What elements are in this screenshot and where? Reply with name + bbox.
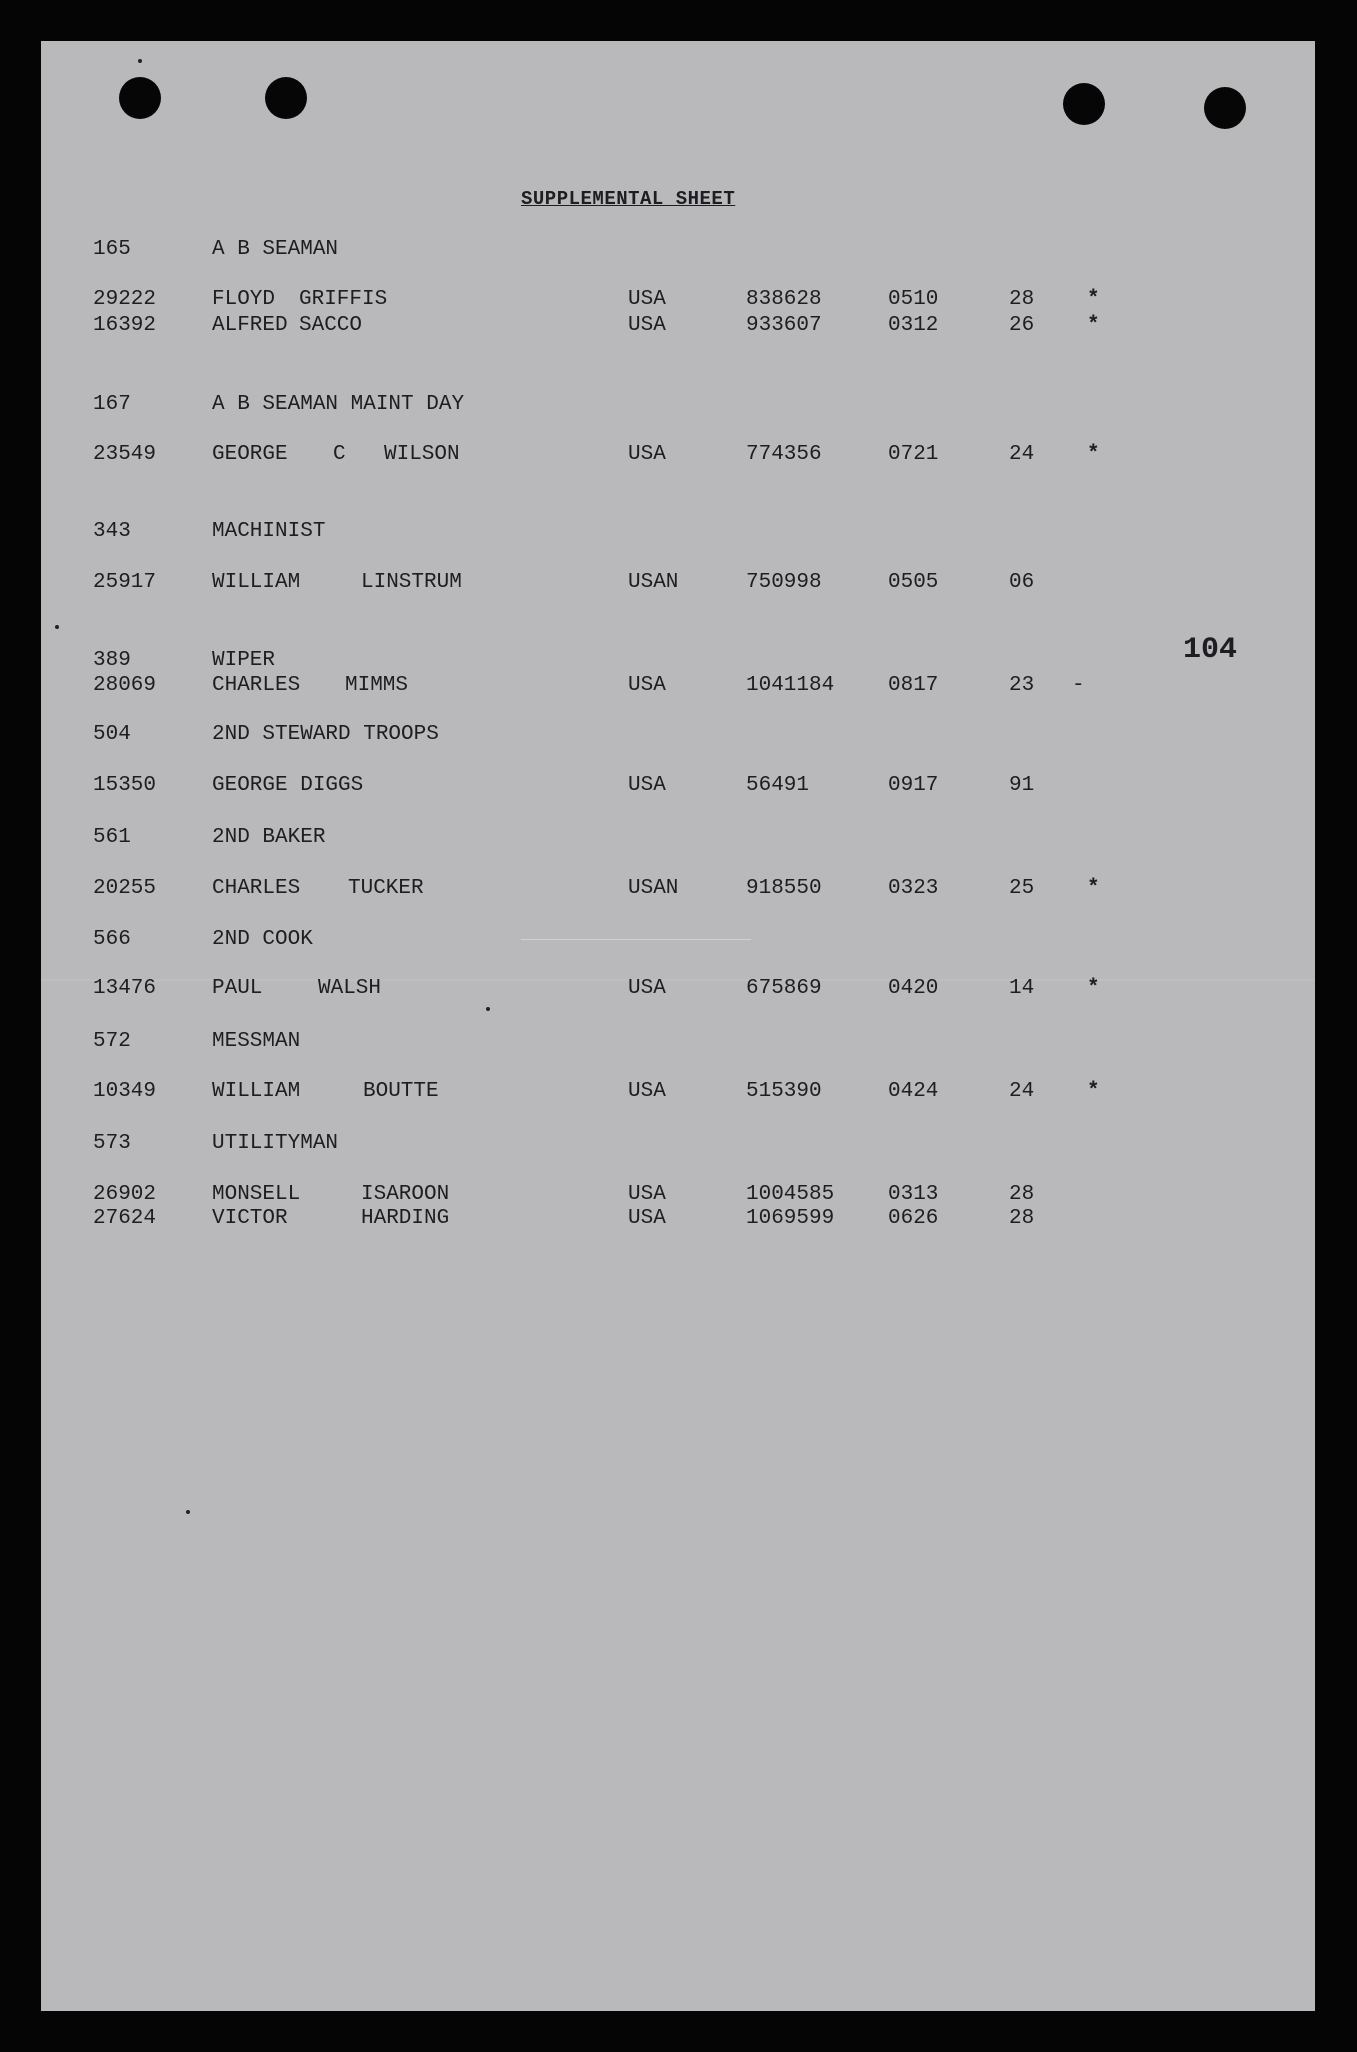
speck (186, 1510, 190, 1514)
age: 23 (1009, 674, 1035, 697)
id-number: 933607 (746, 314, 822, 337)
mark: * (1087, 314, 1100, 337)
section-code: 573 (93, 1132, 131, 1155)
first-name: FLOYD (212, 288, 276, 311)
section-code: 165 (93, 238, 131, 261)
section-category: A B SEAMAN (212, 238, 339, 261)
last-name: LINSTRUM (361, 571, 462, 594)
section-category: MESSMAN (212, 1030, 301, 1053)
first-name: WILLIAM (212, 1080, 301, 1103)
id-number: 838628 (746, 288, 822, 311)
date-code: 0420 (888, 977, 939, 1000)
crew-number: 20255 (93, 877, 157, 900)
section-code: 343 (93, 520, 131, 543)
table-row (41, 443, 1315, 469)
last-name: WILSON (384, 443, 460, 466)
citizenship: USA (628, 1183, 666, 1206)
date-code: 0626 (888, 1207, 939, 1230)
age: 24 (1009, 443, 1035, 466)
crew-number: 29222 (93, 288, 157, 311)
last-name: HARDING (361, 1207, 450, 1230)
id-number: 918550 (746, 877, 822, 900)
punch-hole (1063, 83, 1105, 125)
first-name: ALFRED (212, 314, 288, 337)
citizenship: USA (628, 674, 666, 697)
section-code: 566 (93, 928, 131, 951)
first-name: GEORGE (212, 443, 288, 466)
citizenship: USA (628, 443, 666, 466)
last-name: WALSH (318, 977, 382, 1000)
section-header (41, 1030, 1315, 1056)
citizenship: USA (628, 1080, 666, 1103)
crew-number: 13476 (93, 977, 157, 1000)
section-category: 2ND BAKER (212, 826, 326, 849)
section-header (41, 1132, 1315, 1158)
full-name: GEORGE DIGGS (212, 774, 364, 797)
age: 25 (1009, 877, 1035, 900)
mark: * (1087, 1080, 1100, 1103)
first-name: CHARLES (212, 674, 301, 697)
section-header (41, 723, 1315, 749)
mark: * (1087, 443, 1100, 466)
first-name: CHARLES (212, 877, 301, 900)
section-header (41, 928, 1315, 954)
date-code: 0917 (888, 774, 939, 797)
age: 91 (1009, 774, 1035, 797)
section-category: 2ND STEWARD TROOPS (212, 723, 439, 746)
age: 28 (1009, 288, 1035, 311)
section-code: 389 (93, 649, 131, 672)
speck (55, 625, 59, 629)
age: 28 (1009, 1183, 1035, 1206)
last-name: GRIFFIS (299, 288, 388, 311)
table-row (41, 571, 1315, 597)
section-code: 504 (93, 723, 131, 746)
last-name: BOUTTE (363, 1080, 439, 1103)
section-category: UTILITYMAN (212, 1132, 339, 1155)
section-code: 167 (93, 393, 131, 416)
citizenship: USA (628, 314, 666, 337)
section-category: 2ND COOK (212, 928, 313, 951)
section-header (41, 520, 1315, 546)
age: 24 (1009, 1080, 1035, 1103)
mark: * (1087, 877, 1100, 900)
mark: * (1087, 977, 1100, 1000)
table-row (41, 314, 1315, 340)
id-number: 774356 (746, 443, 822, 466)
table-row (41, 674, 1315, 700)
first-name: WILLIAM (212, 571, 301, 594)
citizenship: USA (628, 1207, 666, 1230)
crew-number: 27624 (93, 1207, 157, 1230)
section-code: 572 (93, 1030, 131, 1053)
first-name: MONSELL (212, 1183, 301, 1206)
id-number: 515390 (746, 1080, 822, 1103)
age: 06 (1009, 571, 1035, 594)
age: 14 (1009, 977, 1035, 1000)
table-row (41, 1207, 1315, 1233)
section-category: MACHINIST (212, 520, 326, 543)
age: 28 (1009, 1207, 1035, 1230)
speck (486, 1007, 490, 1011)
crew-number: 25917 (93, 571, 157, 594)
punch-hole (265, 77, 307, 119)
id-number: 56491 (746, 774, 810, 797)
date-code: 0510 (888, 288, 939, 311)
document-sheet (41, 41, 1315, 2011)
crew-number: 10349 (93, 1080, 157, 1103)
mark: - (1072, 674, 1085, 697)
section-category: WIPER (212, 649, 276, 672)
citizenship: USA (628, 288, 666, 311)
citizenship: USA (628, 774, 666, 797)
crew-number: 23549 (93, 443, 157, 466)
section-header (41, 393, 1315, 419)
id-number: 1069599 (746, 1207, 835, 1230)
crew-number: 15350 (93, 774, 157, 797)
citizenship: USA (628, 977, 666, 1000)
table-row (41, 774, 1315, 800)
age: 26 (1009, 314, 1035, 337)
table-row (41, 1080, 1315, 1106)
id-number: 750998 (746, 571, 822, 594)
date-code: 0424 (888, 1080, 939, 1103)
section-category: A B SEAMAN MAINT DAY (212, 393, 465, 416)
date-code: 0313 (888, 1183, 939, 1206)
crew-number: 26902 (93, 1183, 157, 1206)
id-number: 675869 (746, 977, 822, 1000)
id-number: 1004585 (746, 1183, 835, 1206)
crew-number: 16392 (93, 314, 157, 337)
date-code: 0817 (888, 674, 939, 697)
section-code: 561 (93, 826, 131, 849)
last-name: SACCO (299, 314, 363, 337)
first-name: PAUL (212, 977, 263, 1000)
date-code: 0721 (888, 443, 939, 466)
section-header (41, 826, 1315, 852)
table-row (41, 877, 1315, 903)
last-name: ISAROON (361, 1183, 450, 1206)
citizenship: USAN (628, 877, 679, 900)
crew-number: 28069 (93, 674, 157, 697)
table-row (41, 1183, 1315, 1209)
middle-initial: C (333, 443, 346, 466)
date-code: 0323 (888, 877, 939, 900)
table-row (41, 288, 1315, 314)
last-name: TUCKER (348, 877, 424, 900)
punch-hole (1204, 87, 1246, 129)
first-name: VICTOR (212, 1207, 288, 1230)
table-row (41, 977, 1315, 1003)
mark: * (1087, 288, 1100, 311)
section-header (41, 238, 1315, 264)
page-number: 104 (1183, 633, 1238, 667)
citizenship: USAN (628, 571, 679, 594)
last-name: MIMMS (345, 674, 409, 697)
page-title: SUPPLEMENTAL SHEET (521, 188, 736, 210)
speck (138, 59, 142, 63)
punch-hole (119, 77, 161, 119)
date-code: 0505 (888, 571, 939, 594)
section-header (41, 649, 1315, 675)
date-code: 0312 (888, 314, 939, 337)
id-number: 1041184 (746, 674, 835, 697)
